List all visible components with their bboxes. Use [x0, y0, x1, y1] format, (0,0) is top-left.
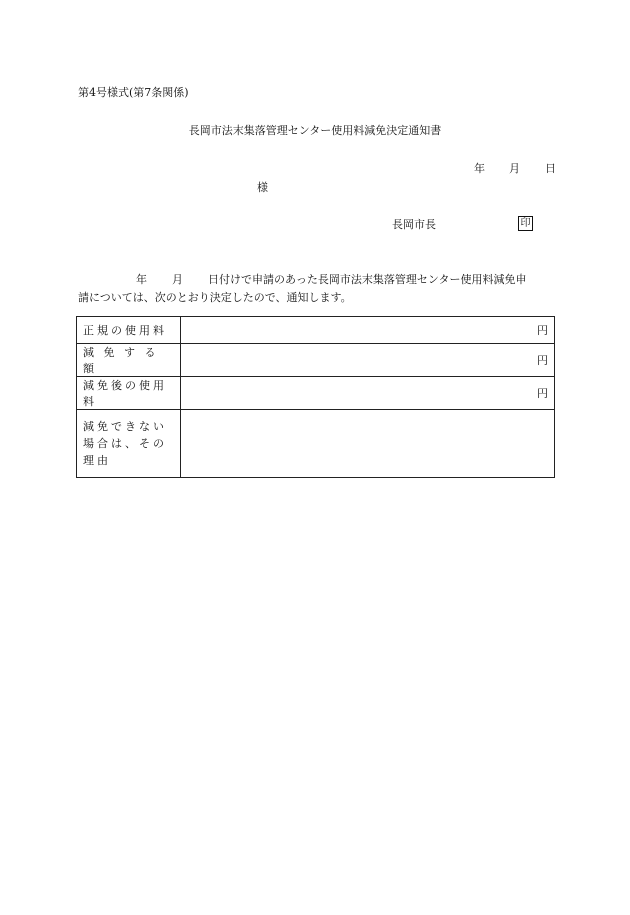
date-day-label: 日 — [545, 162, 556, 175]
body-text-line1: 日付けで申請のあった長岡市法末集落管理センター使用料減免申 — [208, 273, 527, 286]
seal-mark: 印 — [518, 216, 533, 231]
body-year-label: 年 — [136, 273, 147, 286]
denial-reason-value — [181, 410, 555, 478]
form-number: 第4号様式(第7条関係) — [78, 86, 189, 99]
table-row-regular-fee — [77, 317, 555, 344]
table-row-reduction-amount — [77, 344, 555, 377]
document-title: 長岡市法末集落管理センター使用料減免決定通知書 — [188, 124, 442, 137]
denial-reason-label: 減免できない場合は、その理由 — [77, 410, 181, 478]
reduction-amount-label: 減 免 す る 額 — [77, 344, 181, 377]
fee-after-reduction-value: 円 — [181, 377, 555, 410]
body-text-line2: 請については、次のとおり決定したので、通知します。 — [78, 291, 352, 304]
regular-fee-value: 円 — [181, 317, 555, 344]
date-month-label: 月 — [509, 162, 520, 175]
date-year-label: 年 — [474, 162, 485, 175]
issuer-name: 長岡市長 — [392, 218, 436, 231]
table-row-denial-reason — [77, 410, 555, 478]
fee-after-reduction-label: 減免後の使用料 — [77, 377, 181, 410]
fee-table — [76, 316, 555, 478]
table-row-fee-after-reduction — [77, 377, 555, 410]
regular-fee-label: 正規の使用料 — [77, 317, 181, 344]
body-month-label: 月 — [172, 273, 183, 286]
recipient-honorific: 様 — [257, 181, 268, 194]
reduction-amount-value: 円 — [181, 344, 555, 377]
